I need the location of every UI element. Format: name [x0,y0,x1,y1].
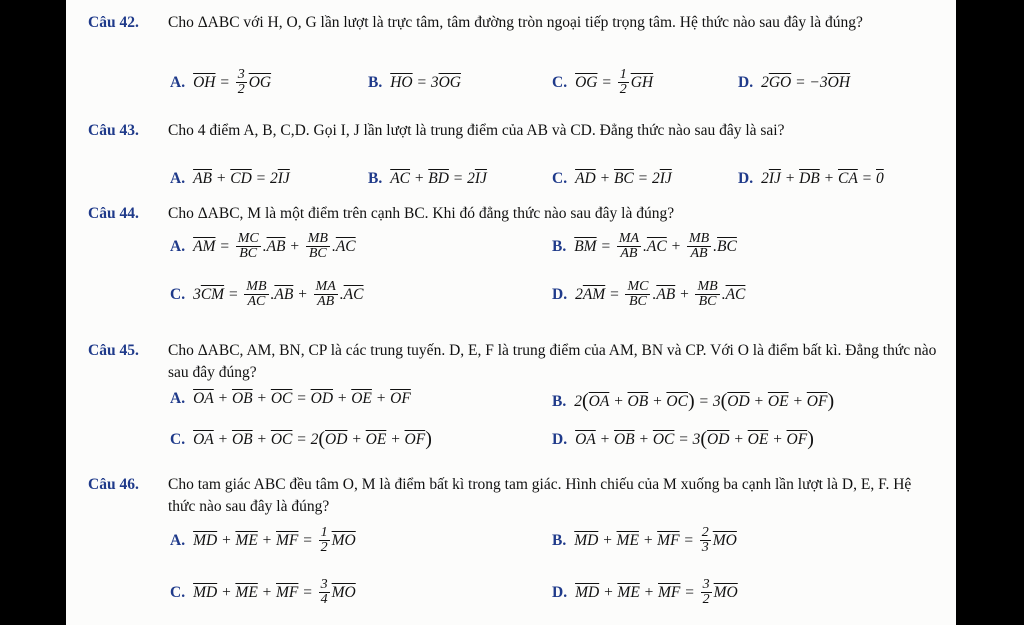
question-number: Câu 44. [88,205,139,222]
option-46-b[interactable] [552,526,737,555]
option-43-c[interactable] [552,170,672,188]
question-text: Cho 4 điểm A, B, C,D. Gọi I, J lần lượt là trung điểm của AB và CD. Đẳng thức nào sau đây là sai? [168,122,785,139]
option-label: C. [552,73,568,91]
option-44-b[interactable] [552,232,737,261]
option-43-a[interactable] [170,170,290,188]
option-42-d[interactable] [738,74,850,92]
question-number: Câu 45. [88,342,139,359]
option-formula: 2 ( $\overline{OA}$ + $\overline{OB}$ + $\overline{OC}$ ) = 3 ( $\overline{OD}$ + $\overline{OE}$ + $\overline{OF}$ ) [574,390,835,412]
option-label: C. [170,430,186,448]
option-formula: $\overline{MD}$ + $\overline{ME}$ + $\overline{MF}$ = $\frac{2}{3}$ $\overline{MO}$ [574,525,737,555]
question-44 [88,203,938,225]
option-label: A. [170,73,186,91]
option-46-c[interactable] [170,578,356,607]
option-formula: $\overline{AM}$ = $\frac{MC}{BC}$ . $\overline{AB}$ + $\frac{MB}{BC}$ . $\overline{AC}$ [193,231,356,261]
option-label: A. [170,237,186,255]
option-formula: $\overline{AC}$ + $\overline{BD}$ = 2 $\overline{IJ}$ [390,170,487,187]
option-label: D. [552,430,568,448]
option-label: D. [738,170,754,187]
option-formula: $\overline{MD}$ + $\overline{ME}$ + $\overline{MF}$ = $\frac{3}{2}$ $\overline{MO}$ [575,577,738,607]
option-formula: $\overline{OA}$ + $\overline{OB}$ + $\overline{OC}$ = 3 ( $\overline{OD}$ + $\overline{OE}$ + $\overline{OF}$ ) [575,428,814,450]
question-text: Cho ΔABC, AM, BN, CP là các trung tuyến. D, E, F là trung điểm của AM, BN và CP. Với O là điểm bất kì. Đẳng thức nào sau đây đúng? [168,342,937,381]
option-45-c[interactable] [170,428,432,451]
option-42-b[interactable] [368,74,461,92]
option-label: B. [368,170,383,187]
question-number: Câu 43. [88,122,139,139]
option-formula: 2 $\overline{IJ}$ + $\overline{DB}$ + $\overline{CA}$ = 0 [761,170,884,187]
option-46-a[interactable] [170,526,356,555]
question-text: Cho ΔABC, M là một điểm trên cạnh BC. Khi đó đẳng thức nào sau đây là đúng? [168,205,675,222]
option-45-a[interactable] [170,390,411,408]
question-text: Cho tam giác ABC đều tâm O, M là điểm bất kì trong tam giác. Hình chiếu của M xuống ba cạnh lần lượt là D, E, F. Hệ thức nào sau đây là đúng? [168,476,912,515]
option-label: B. [368,74,383,91]
option-label: D. [552,285,568,303]
question-number: Câu 42. [88,14,139,31]
question-45 [88,340,938,384]
option-label: B. [552,531,567,549]
option-44-d[interactable] [552,280,745,309]
question-46 [88,474,938,518]
option-formula: $\overline{OG}$ = $\frac{1}{2}$ $\overline{GH}$ [575,67,654,97]
question-number: Câu 46. [88,476,139,493]
option-42-c[interactable] [552,68,653,97]
question-text: Cho ΔABC với H, O, G lần lượt là trực tâm, tâm đường tròn ngoại tiếp trọng tâm. Hệ thức nào sau đây là đúng? [168,14,863,31]
option-label: A. [170,531,186,549]
option-42-a[interactable] [170,68,271,97]
option-label: D. [738,74,754,91]
option-label: D. [552,583,568,601]
option-formula: 2 $\overline{AM}$ = $\frac{MC}{BC}$ . $\overline{AB}$ + $\frac{MB}{BC}$ . $\overline{AC}$ [575,279,746,309]
option-formula: $\overline{OA}$ + $\overline{OB}$ + $\overline{OC}$ = $\overline{OD}$ + $\overline{OE}$ + $\overline{OF}$ [193,390,411,407]
option-label: A. [170,390,186,407]
option-46-d[interactable] [552,578,738,607]
option-formula: 2 $\overline{GO}$ = −3 $\overline{OH}$ [761,74,851,91]
option-formula: $\overline{OH}$ = $\frac{3}{2}$ $\overline{OG}$ [193,67,272,97]
option-label: C. [170,583,186,601]
option-label: A. [170,170,186,187]
option-label: C. [170,285,186,303]
option-label: B. [552,392,567,410]
option-formula: $\overline{OA}$ + $\overline{OB}$ + $\overline{OC}$ = 2 ( $\overline{OD}$ + $\overline{OE}$ + $\overline{OF}$ ) [193,428,432,450]
option-formula: $\overline{AD}$ + $\overline{BC}$ = 2 $\overline{IJ}$ [575,170,672,187]
option-label: B. [552,237,567,255]
option-formula: $\overline{BM}$ = $\frac{MA}{AB}$ . $\overline{AC}$ + $\frac{MB}{AB}$ . $\overline{BC}$ [574,231,737,261]
option-45-b[interactable] [552,390,834,413]
option-formula: $\overline{AB}$ + $\overline{CD}$ = 2 $\overline{IJ}$ [193,170,290,187]
question-43 [88,120,938,142]
option-formula: $\overline{HO}$ = 3 $\overline{OG}$ [390,74,461,91]
option-44-c[interactable] [170,280,363,309]
question-42 [88,12,938,34]
option-label: C. [552,170,568,187]
option-43-d[interactable] [738,170,884,188]
option-formula: $\overline{MD}$ + $\overline{ME}$ + $\overline{MF}$ = $\frac{1}{2}$ $\overline{MO}$ [193,525,356,555]
option-43-b[interactable] [368,170,487,188]
option-45-d[interactable] [552,428,814,451]
option-44-a[interactable] [170,232,356,261]
option-formula: 3 $\overline{CM}$ = $\frac{MB}{AC}$ . $\overline{AB}$ + $\frac{MA}{AB}$ . $\overline{AC}$ [193,279,364,309]
option-formula: $\overline{MD}$ + $\overline{ME}$ + $\overline{MF}$ = $\frac{3}{4}$ $\overline{MO}$ [193,577,356,607]
